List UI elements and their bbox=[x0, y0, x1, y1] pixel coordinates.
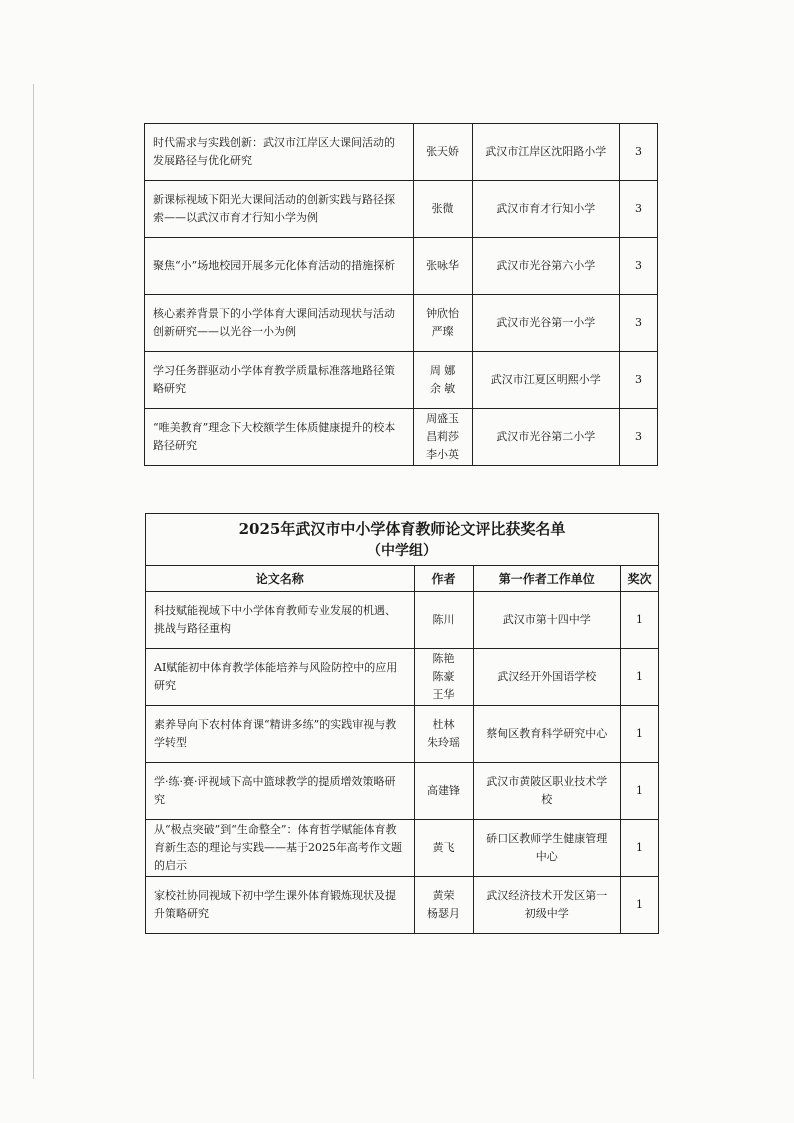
table-row bbox=[146, 592, 659, 649]
table-row bbox=[146, 820, 659, 877]
table-caption bbox=[146, 514, 659, 566]
table-row bbox=[145, 124, 658, 181]
paper-title: 时代需求与实践创新：武汉市江岸区大课间活动的发展路径与优化研究 bbox=[145, 124, 414, 181]
author-line: 陈川 bbox=[432, 613, 455, 626]
table-subtitle: （中学组） bbox=[367, 543, 437, 559]
author bbox=[413, 352, 472, 409]
table-row bbox=[146, 877, 659, 934]
work-unit-line: 武汉经济技术开发区第一 bbox=[486, 889, 608, 902]
paper-title: 素养导向下农村体育课“精讲多练”的实践审视与教学转型 bbox=[146, 706, 415, 763]
work-unit: 武汉市育才行知小学 bbox=[472, 181, 619, 238]
author-line: 陈艳 bbox=[432, 652, 455, 665]
author-line: 王华 bbox=[432, 688, 455, 701]
table-row bbox=[145, 181, 658, 238]
author-line: 黄荣 bbox=[432, 889, 455, 902]
author-line: 高建锋 bbox=[427, 784, 461, 797]
award-rank: 1 bbox=[620, 706, 658, 763]
paper-title: 家校社协同视域下初中学生课外体育锻炼现状及提升策略研究 bbox=[146, 877, 415, 934]
table-header-row bbox=[146, 566, 659, 592]
paper-title: 核心素养背景下的小学体育大课间活动现状与活动创新研究——以光谷一小为例 bbox=[145, 295, 414, 352]
author-line: 张微 bbox=[431, 202, 454, 215]
award-rank: 3 bbox=[619, 295, 657, 352]
header-award: 奖次 bbox=[620, 566, 658, 592]
paper-title: 新课标视域下阳光大课间活动的创新实践与路径探索——以武汉市育才行知小学为例 bbox=[145, 181, 414, 238]
award-rank: 3 bbox=[619, 352, 657, 409]
author bbox=[413, 409, 472, 466]
work-unit-line: 初级中学 bbox=[524, 907, 569, 920]
author-line: 李小英 bbox=[426, 448, 460, 461]
author bbox=[414, 649, 473, 706]
table-row bbox=[145, 295, 658, 352]
work-unit-line: 蔡甸区教育科学研究中心 bbox=[486, 727, 608, 740]
award-rank: 3 bbox=[619, 238, 657, 295]
work-unit bbox=[473, 820, 620, 877]
table-title: 2025年武汉市中小学体育教师论文评比获奖名单 bbox=[238, 520, 566, 538]
author-line: 钟欣怡 bbox=[426, 307, 460, 320]
work-unit bbox=[473, 592, 620, 649]
work-unit-line: 武汉市第十四中学 bbox=[502, 613, 591, 626]
table-row bbox=[145, 352, 658, 409]
author bbox=[413, 238, 472, 295]
award-rank: 1 bbox=[620, 820, 658, 877]
author bbox=[413, 124, 472, 181]
author bbox=[414, 763, 473, 820]
work-unit: 武汉市光谷第一小学 bbox=[472, 295, 619, 352]
table-row bbox=[146, 649, 659, 706]
award-table-middle-school bbox=[145, 513, 659, 934]
award-rank: 1 bbox=[620, 763, 658, 820]
paper-title: 从“极点突破”到“生命整全”：体育哲学赋能体育教育新生态的理论与实践——基于2025年高考作文题的启示 bbox=[146, 820, 415, 877]
author-line: 严璨 bbox=[431, 325, 454, 338]
work-unit-line: 武汉市黄陂区职业技术学 bbox=[486, 775, 608, 788]
author-line: 陈豪 bbox=[432, 670, 455, 683]
work-unit bbox=[473, 877, 620, 934]
award-rank: 3 bbox=[619, 124, 657, 181]
award-rank: 1 bbox=[620, 592, 658, 649]
author-line: 朱玲瑶 bbox=[427, 736, 461, 749]
award-rank: 3 bbox=[619, 181, 657, 238]
work-unit: 武汉市江夏区明熙小学 bbox=[472, 352, 619, 409]
work-unit: 武汉市江岸区沈阳路小学 bbox=[472, 124, 619, 181]
work-unit: 武汉市光谷第六小学 bbox=[472, 238, 619, 295]
author-line: 黄飞 bbox=[432, 841, 455, 854]
author-line: 杨瑟月 bbox=[427, 907, 461, 920]
scan-edge-line bbox=[33, 84, 34, 1079]
work-unit-line: 武汉经开外国语学校 bbox=[497, 670, 597, 683]
paper-title: 科技赋能视域下中小学体育教师专业发展的机遇、挑战与路径重构 bbox=[146, 592, 415, 649]
header-unit: 第一作者工作单位 bbox=[473, 566, 620, 592]
author-line: 杜林 bbox=[432, 718, 455, 731]
header-title: 论文名称 bbox=[146, 566, 415, 592]
table-row bbox=[146, 706, 659, 763]
work-unit: 武汉市光谷第二小学 bbox=[472, 409, 619, 466]
paper-title: “唯美教育”理念下大校额学生体质健康提升的校本路径研究 bbox=[145, 409, 414, 466]
table-row bbox=[145, 409, 658, 466]
table-row bbox=[146, 763, 659, 820]
author-line: 周 娜 bbox=[429, 364, 456, 377]
author bbox=[414, 592, 473, 649]
author bbox=[414, 820, 473, 877]
work-unit bbox=[473, 706, 620, 763]
award-rank: 1 bbox=[620, 649, 658, 706]
author-line: 张咏华 bbox=[426, 259, 460, 272]
work-unit-line: 中心 bbox=[535, 850, 558, 863]
work-unit bbox=[473, 763, 620, 820]
award-rank: 3 bbox=[619, 409, 657, 466]
work-unit-line: 校 bbox=[541, 793, 553, 806]
work-unit-line: 硚口区教师学生健康管理 bbox=[486, 832, 608, 845]
author bbox=[414, 706, 473, 763]
table-caption-row bbox=[146, 514, 659, 566]
author-line: 昌莉莎 bbox=[426, 430, 460, 443]
work-unit bbox=[473, 649, 620, 706]
author-line: 周盛玉 bbox=[426, 412, 460, 425]
author bbox=[414, 877, 473, 934]
paper-title: 聚焦“小”场地校园开展多元化体育活动的措施探析 bbox=[145, 238, 414, 295]
author bbox=[413, 181, 472, 238]
author-line: 余 敏 bbox=[429, 382, 456, 395]
author bbox=[413, 295, 472, 352]
paper-title: AI赋能初中体育教学体能培养与风险防控中的应用研究 bbox=[146, 649, 415, 706]
award-table-continued bbox=[144, 123, 658, 466]
author-line: 张天娇 bbox=[426, 145, 460, 158]
table-row bbox=[145, 238, 658, 295]
award-rank: 1 bbox=[620, 877, 658, 934]
header-author: 作者 bbox=[414, 566, 473, 592]
paper-title: 学习任务群驱动小学体育教学质量标准落地路径策略研究 bbox=[145, 352, 414, 409]
paper-title: 学·练·赛·评视域下高中篮球教学的提质增效策略研究 bbox=[146, 763, 415, 820]
